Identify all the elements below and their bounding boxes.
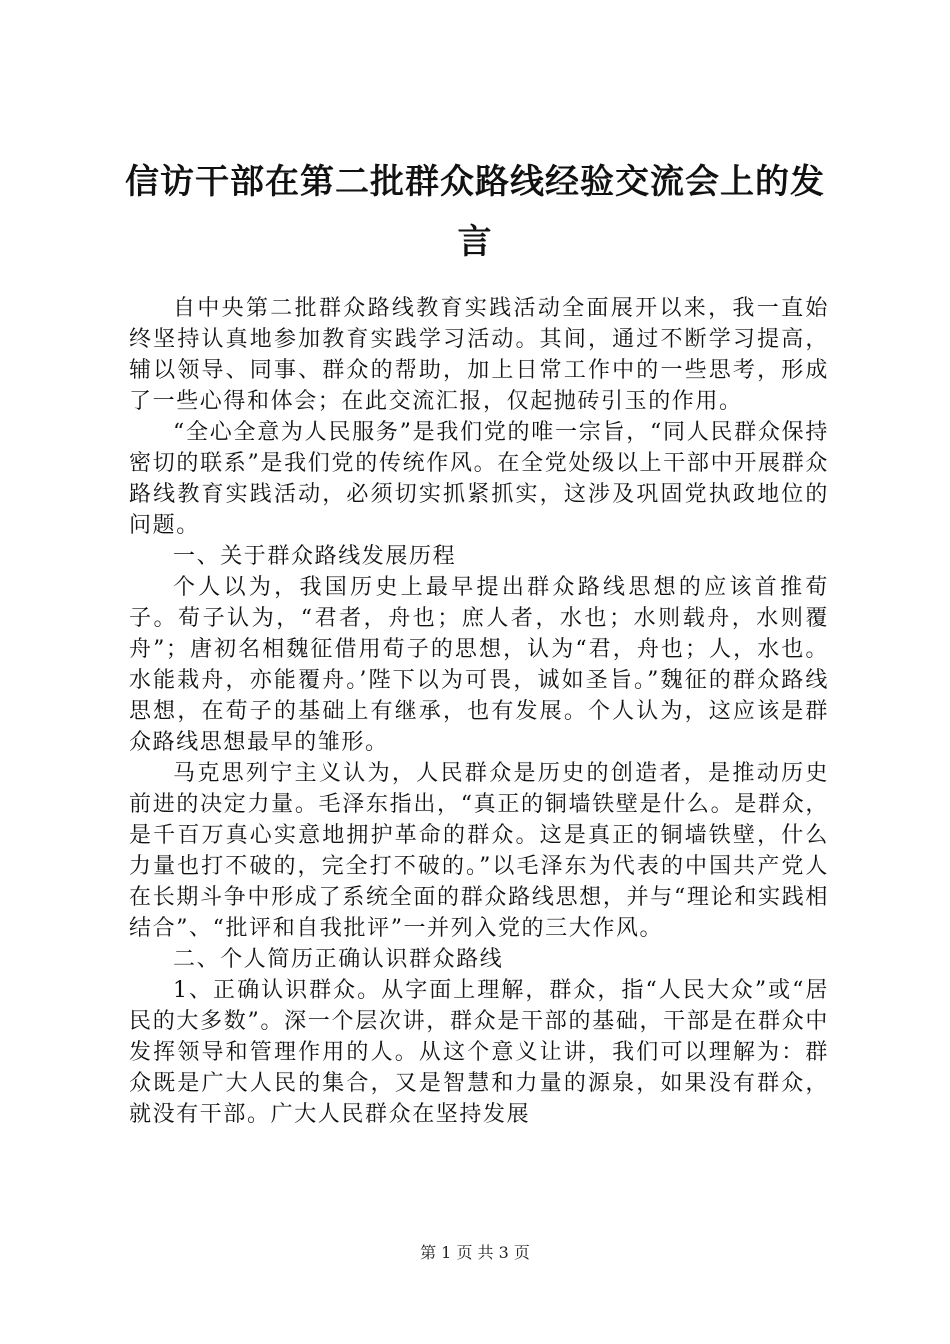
document-title: 信访干部在第二批群众路线经验交流会上的发言: [125, 162, 825, 262]
document-body: [129, 293, 829, 1130]
paragraph-purpose: “全心全意为人民服务”是我们党的唯一宗旨，“同人民群众保持密切的联系”是我们党的传统作风。在全党处级以上干部中开展群众路线教育实践活动，必须切实抓紧抓实，这涉及巩固党执政地位的问题。: [129, 420, 829, 538]
section-heading-understanding: 二、个人简历正确认识群众路线: [173, 947, 504, 972]
paragraph-xunzi: 个人以为，我国历史上最早提出群众路线思想的应该首推荀子。荀子认为，“君者，舟也；庶人者，水也；水则载舟，水则覆舟”；唐初名相魏征借用荀子的思想，认为“君，舟也；人，水也。水能栽舟，亦能覆舟。’陛下以为可畏，诚如圣旨。”魏征的群众路线思想，在荀子的基础上有继承，也有发展。个人认为，这应该是群众路线思想最早的雏形。: [129, 575, 829, 755]
section-heading-history: 一、关于群众路线发展历程: [173, 544, 457, 569]
paragraph-marxism: 马克思列宁主义认为，人民群众是历史的创造者，是推动历史前进的决定力量。毛泽东指出，“真正的铜墙铁壁是什么。是群众，是千百万真心实意地拥护革命的群众。这是真正的铜墙铁壁，什么力量也打不破的，完全打不破的。”以毛泽东为代表的中国共产党人在长期斗争中形成了系统全面的群众路线思想，并与“理论和实践相结合”、“批评和自我批评”一并列入党的三大作风。: [129, 761, 829, 941]
page-footer: 第 1 页 共 3 页: [420, 1243, 530, 1262]
paragraph-intro: 自中央第二批群众路线教育实践活动全面展开以来，我一直始终坚持认真地参加教育实践学习活动。其间，通过不断学习提高，辅以领导、同事、群众的帮助，加上日常工作中的一些思考，形成了一些心得和体会；在此交流汇报，仅起抛砖引玉的作用。: [129, 296, 829, 414]
paragraph-masses: 1、正确认识群众。从字面上理解，群众，指“人民大众”或“居民的大多数”。深一个层次讲，群众是干部的基础，干部是在群众中发挥领导和管理作用的人。从这个意义让讲，我们可以理解为：群众既是广大人民的集合，又是智慧和力量的源泉，如果没有群众，就没有干部。广大人民群众在坚持发展: [129, 978, 829, 1127]
